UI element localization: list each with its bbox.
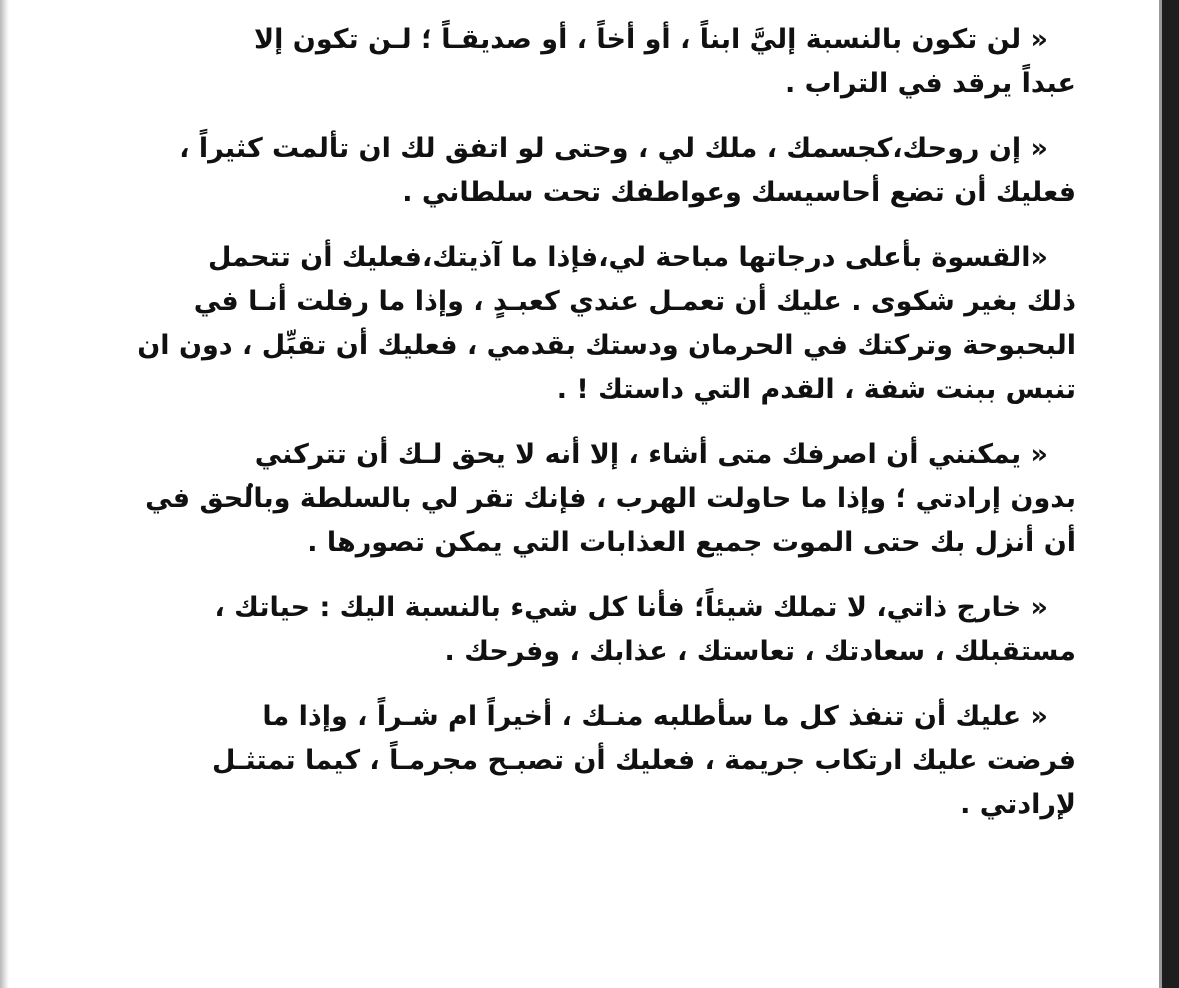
- text-line: لإرادتي .: [960, 789, 1076, 820]
- text-line: فعليك أن تضع أحاسيسك وعواطفك تحت سلطاني .: [402, 177, 1076, 208]
- text-line: تنبس ببنت شفة ، القدم التي داستك ! .: [556, 374, 1076, 405]
- page-left-edge-shadow: [0, 0, 9, 988]
- text-line: فرضت عليك ارتكاب جريمة ، فعليك أن تصبـح مجرمـاً ، كيما تمتثـل: [212, 745, 1076, 776]
- text-line: « إن روحك،كجسمك ، ملك لي ، وحتى لو اتفق لك ان تألمت كثيراً ،: [179, 133, 1048, 164]
- text-line: « عليك أن تنفذ كل ما سأطلبه منـك ، أخيراً ام شـراً ، وإذا ما: [262, 701, 1048, 732]
- text-line: ذلك بغير شكوى . عليك أن تعمـل عندي كعبـدٍ ، وإذا ما رفلت أنـا في: [193, 286, 1076, 317]
- text-line: « خارج ذاتي، لا تملك شيئاً؛ فأنا كل شيء بالنسبة اليك : حياتك ،: [214, 592, 1048, 623]
- text-line: مستقبلك ، سعادتك ، تعاستك ، عذابك ، وفرحك .: [444, 636, 1076, 667]
- paragraph-4: [86, 433, 1076, 565]
- paragraph-5: [86, 586, 1076, 674]
- text-line: بدون إرادتي ؛ وإذا ما حاولت الهرب ، فإنك تقر لي بالسلطة وبالحق في: [145, 483, 1076, 514]
- text-line: « لن تكون بالنسبة إليَّ ابناً ، أو أخاً ، أو صديقـاً ؛ لـن تكون إلا: [254, 24, 1048, 55]
- arabic-text-body: [86, 18, 1076, 848]
- text-line: البحبوحة وتركتك في الحرمان ودستك بقدمي ، فعليك أن تقبِّل ، دون ان: [137, 330, 1076, 361]
- paragraph-2: [86, 127, 1076, 215]
- paragraph-1: [86, 18, 1076, 106]
- text-line: «القسوة بأعلى درجاتها مباحة لي،فإذا ما آذيتك،فعليك أن تتحمل: [207, 242, 1048, 273]
- paragraph-3: [86, 236, 1076, 412]
- page-right-edge-dark: [1162, 0, 1179, 988]
- paragraph-6: [86, 695, 1076, 827]
- text-line: عبداً يرقد في التراب .: [785, 68, 1076, 99]
- text-line: أن أنزل بك حتى الموت جميع العذابات التي يمكن تصورها .: [307, 527, 1076, 558]
- text-line: « يمكنني أن اصرفك متى أشاء ، إلا أنه لا يحق لـك أن تتركني: [254, 439, 1048, 470]
